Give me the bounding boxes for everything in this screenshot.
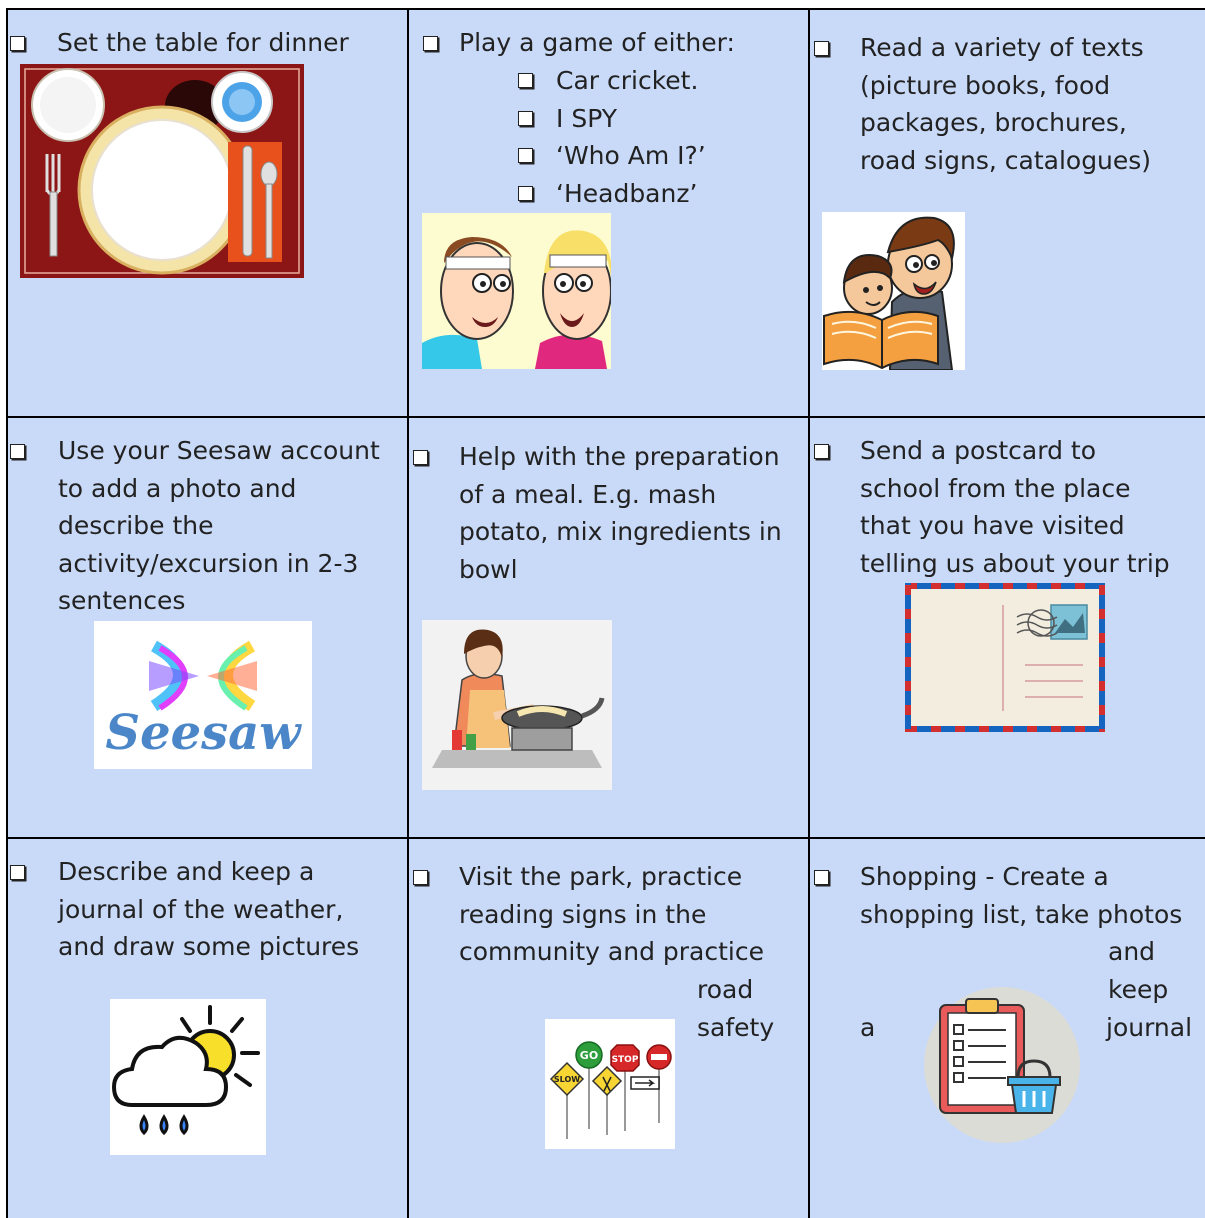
seesaw-logo [94,621,312,769]
checkbox-icon[interactable] [413,450,428,465]
checkbox-icon[interactable] [10,36,25,51]
svg-text:GO: GO [579,1049,599,1062]
game-option-label: ‘Headbanz’ [556,179,698,208]
cell-set-table [6,8,407,416]
cell-read-texts [808,8,1205,416]
checkbox-icon[interactable] [518,73,533,88]
cell-meal [407,416,808,837]
headbanz-kids-image [422,213,611,369]
checkbox-icon[interactable] [423,36,438,51]
reading-dad-son-image [822,212,965,370]
task-text-safety: safety [697,1013,775,1042]
cell-weather [6,837,407,1218]
checkbox-icon[interactable] [518,186,533,201]
checkbox-icon[interactable] [518,111,533,126]
checkbox-icon[interactable] [10,444,25,459]
task-text: Send a postcard to school from the place that you have visited telling us about your trip [860,436,1170,578]
cell-postcard [808,416,1205,837]
checkbox-icon[interactable] [814,444,829,459]
cell-shopping [808,837,1205,1218]
postcard-image [905,583,1105,732]
task-text: Read a variety of texts (picture books, food packages, brochures, road signs, catalogues) [860,33,1152,175]
checkbox-icon[interactable] [413,870,428,885]
checkbox-icon[interactable] [10,865,25,880]
checkbox-icon[interactable] [814,41,829,56]
task-text: Visit the park, practice reading signs in the community and practice [459,862,764,967]
game-option-label: ‘Who Am I?’ [556,141,706,170]
checkbox-icon[interactable] [814,870,829,885]
svg-text:Seesaw: Seesaw [105,705,301,761]
task-text-and: and [1108,937,1156,966]
cooking-woman-image [422,620,612,790]
cell-seesaw [6,416,407,837]
task-text: Shopping - Create a shopping list, take photos [860,862,1183,929]
cell-park [407,837,808,1218]
task-text-road: road [697,975,754,1004]
task-text-a: a [860,1013,876,1042]
game-option-label: Car cricket. [556,66,699,95]
cell-play-game [407,8,808,416]
task-text-keep: keep [1108,975,1169,1004]
task-text: Play a game of either: [459,28,735,57]
shopping-list-icon [922,985,1082,1145]
svg-text:SLOW: SLOW [553,1075,581,1084]
game-option-label: I SPY [556,104,617,133]
task-text-journal: journal [1106,1013,1193,1042]
task-text: Use your Seesaw account to add a photo and describe the activity/excursion in 2-3 sentences [58,436,380,616]
road-signs-image [545,1019,675,1149]
weather-icon [110,999,266,1155]
checkbox-icon[interactable] [518,148,533,163]
task-text: Set the table for dinner [57,28,349,57]
activity-grid [6,8,1205,1218]
task-text: Describe and keep a journal of the weather, and draw some pictures [58,857,360,962]
svg-text:STOP: STOP [611,1055,639,1065]
place-setting-image [20,64,304,278]
task-text: Help with the preparation of a meal. E.g. mash potato, mix ingredients in bowl [459,442,782,584]
